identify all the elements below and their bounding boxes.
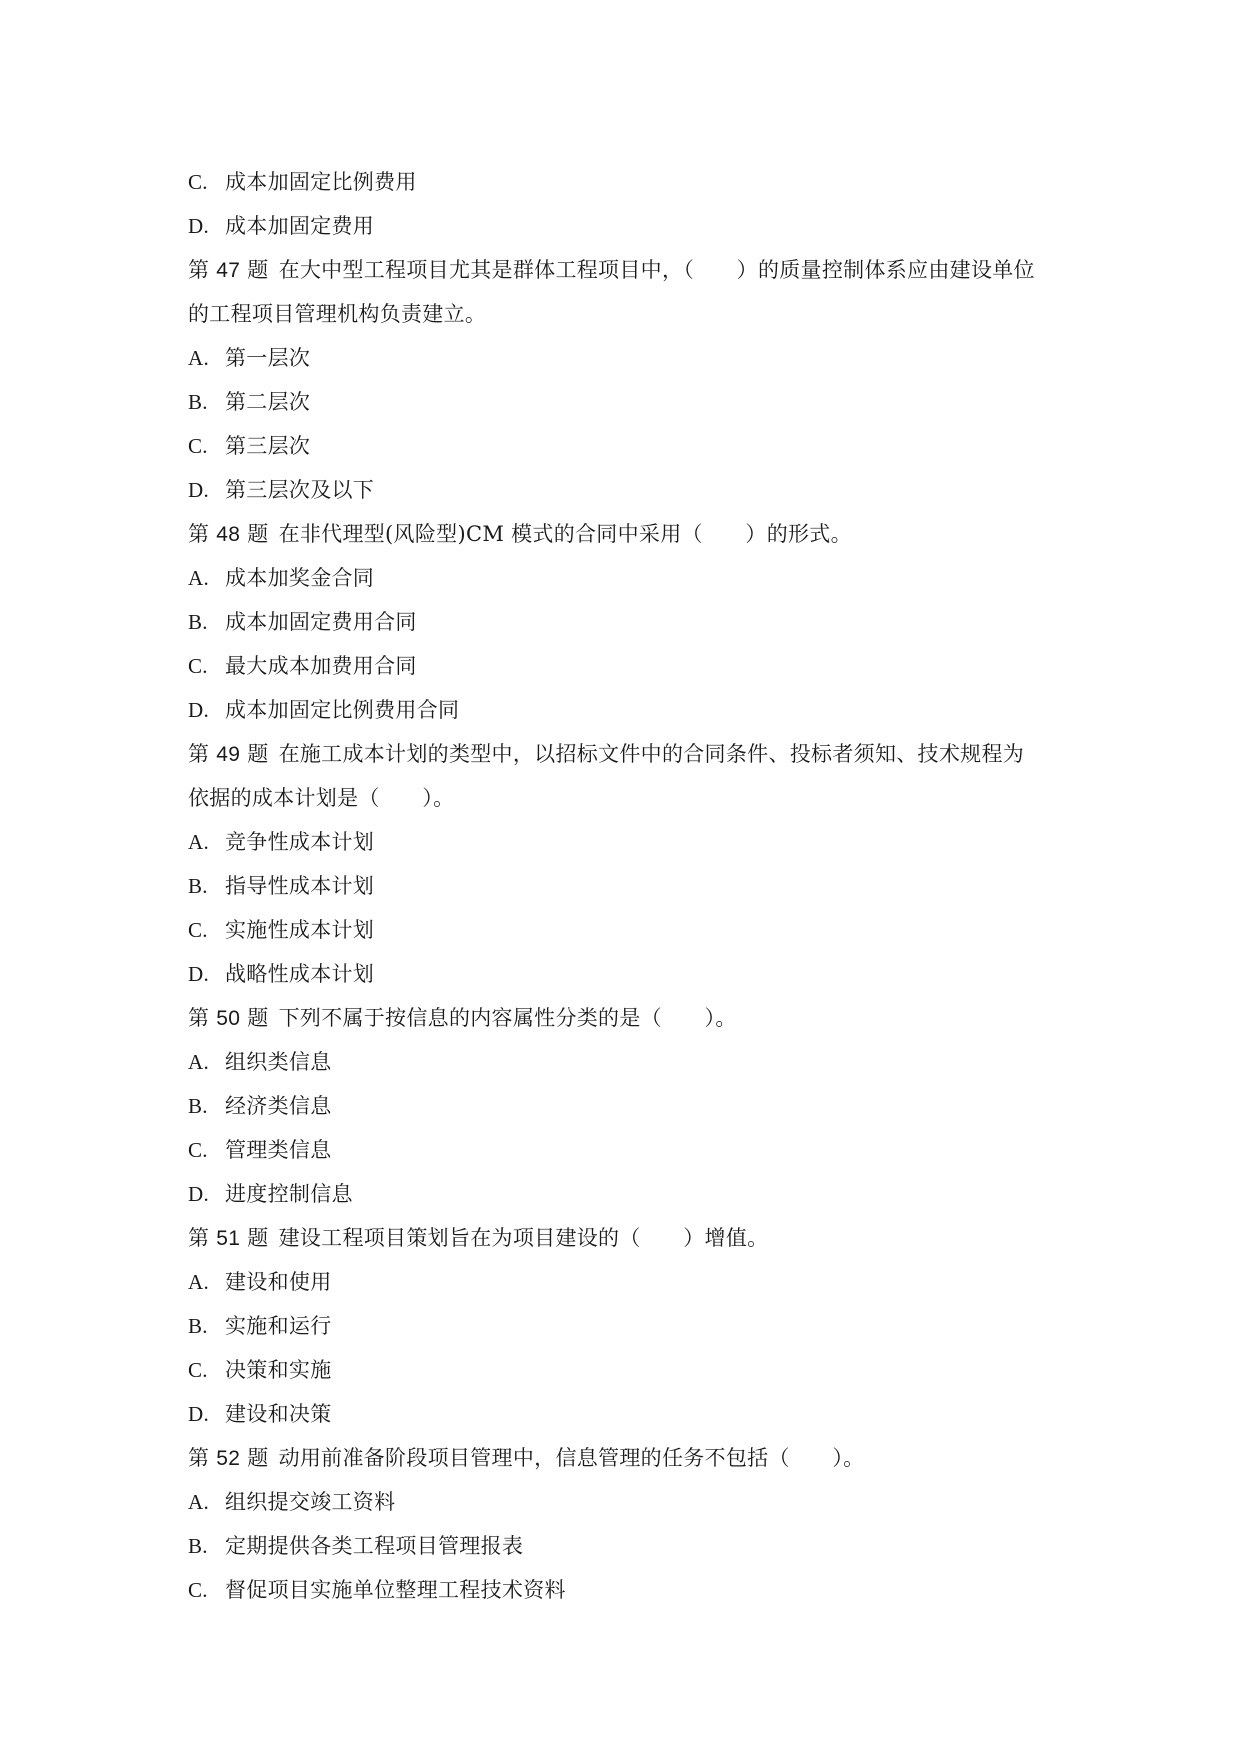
question-suffix: 题 <box>247 258 269 282</box>
option-letter: C. <box>188 918 208 942</box>
option-letter: B. <box>188 1094 208 1118</box>
question-number: 48 <box>216 523 241 546</box>
option-text: 最大成本加费用合同 <box>225 654 417 678</box>
answer-option <box>188 1084 1068 1128</box>
option-letter: B. <box>188 390 208 414</box>
question-prefix: 第 <box>188 1446 210 1470</box>
answer-option <box>188 644 1068 688</box>
question-prefix: 第 <box>188 258 210 282</box>
question-prefix: 第 <box>188 742 210 766</box>
answer-option <box>188 1260 1068 1304</box>
question-text: 在施工成本计划的类型中，以招标文件中的合同条件、投标者须知、技术规程为 <box>278 742 1025 766</box>
answer-option <box>188 468 1068 512</box>
answer-option <box>188 424 1068 468</box>
answer-option <box>188 1392 1068 1436</box>
answer-option <box>188 1348 1068 1392</box>
option-letter: D. <box>188 1182 210 1206</box>
question-suffix: 题 <box>247 1226 269 1250</box>
question-text: 在大中型工程项目尤其是群体工程项目中，（ ）的质量控制体系应由建设单位 <box>278 258 1035 282</box>
answer-option <box>188 1480 1068 1524</box>
question-stem <box>188 732 1068 776</box>
option-letter: D. <box>188 214 210 238</box>
option-text: 组织类信息 <box>225 1050 332 1074</box>
question-suffix: 题 <box>247 1006 269 1030</box>
option-text: 成本加固定比例费用 <box>225 170 417 194</box>
option-text: 定期提供各类工程项目管理报表 <box>225 1534 524 1558</box>
option-text: 第一层次 <box>225 346 311 370</box>
answer-option <box>188 1172 1068 1216</box>
answer-option <box>188 600 1068 644</box>
option-letter: A. <box>188 346 210 370</box>
question-number: 47 <box>216 259 241 282</box>
question-text: 依据的成本计划是（ ）。 <box>188 786 455 810</box>
answer-option <box>188 160 1068 204</box>
option-text: 成本加固定比例费用合同 <box>225 698 460 722</box>
option-text: 实施和运行 <box>225 1314 332 1338</box>
question-text: 动用前准备阶段项目管理中，信息管理的任务不包括（ ）。 <box>278 1446 865 1470</box>
question-text: 下列不属于按信息的内容属性分类的是（ ）。 <box>278 1006 737 1030</box>
option-text: 实施性成本计划 <box>225 918 375 942</box>
option-text: 指导性成本计划 <box>225 874 375 898</box>
question-list <box>188 160 1068 1612</box>
option-text: 进度控制信息 <box>225 1182 353 1206</box>
answer-option <box>188 1524 1068 1568</box>
answer-option <box>188 336 1068 380</box>
option-text: 成本加固定费用 <box>225 214 375 238</box>
answer-option <box>188 1040 1068 1084</box>
question-text: 的工程项目管理机构负责建立。 <box>188 302 487 326</box>
option-text: 成本加固定费用合同 <box>225 610 417 634</box>
answer-option <box>188 688 1068 732</box>
option-text: 第三层次及以下 <box>225 478 375 502</box>
question-number: 49 <box>216 743 241 766</box>
question-stem <box>188 996 1068 1040</box>
option-text: 决策和实施 <box>225 1358 332 1382</box>
question-stem <box>188 512 1068 556</box>
answer-option <box>188 556 1068 600</box>
option-text: 成本加奖金合同 <box>225 566 375 590</box>
question-text: 在非代理型(风险型)CM 模式的合同中采用（ ）的形式。 <box>278 522 852 546</box>
question-stem <box>188 1216 1068 1260</box>
option-text: 竞争性成本计划 <box>225 830 375 854</box>
option-letter: A. <box>188 1270 210 1294</box>
question-suffix: 题 <box>247 522 269 546</box>
option-text: 管理类信息 <box>225 1138 332 1162</box>
question-suffix: 题 <box>247 1446 269 1470</box>
option-letter: A. <box>188 566 210 590</box>
option-text: 组织提交竣工资料 <box>225 1490 396 1514</box>
option-letter: D. <box>188 1402 210 1426</box>
option-letter: A. <box>188 830 210 854</box>
answer-option <box>188 1128 1068 1172</box>
option-letter: B. <box>188 1534 208 1558</box>
option-text: 第二层次 <box>225 390 311 414</box>
answer-option <box>188 1304 1068 1348</box>
option-text: 第三层次 <box>225 434 311 458</box>
option-text: 督促项目实施单位整理工程技术资料 <box>225 1578 566 1602</box>
question-prefix: 第 <box>188 522 210 546</box>
option-text: 战略性成本计划 <box>225 962 375 986</box>
option-letter: C. <box>188 434 208 458</box>
answer-option <box>188 952 1068 996</box>
option-letter: C. <box>188 1578 208 1602</box>
option-text: 建设和决策 <box>225 1402 332 1426</box>
question-number: 51 <box>216 1227 241 1250</box>
option-letter: C. <box>188 170 208 194</box>
question-suffix: 题 <box>247 742 269 766</box>
answer-option <box>188 820 1068 864</box>
question-stem <box>188 1436 1068 1480</box>
option-letter: A. <box>188 1490 210 1514</box>
question-continuation <box>188 292 1068 336</box>
question-continuation <box>188 776 1068 820</box>
option-letter: A. <box>188 1050 210 1074</box>
option-letter: C. <box>188 654 208 678</box>
option-letter: D. <box>188 962 210 986</box>
option-letter: B. <box>188 610 208 634</box>
question-text: 建设工程项目策划旨在为项目建设的（ ）增值。 <box>278 1226 769 1250</box>
option-letter: D. <box>188 478 210 502</box>
question-stem <box>188 248 1068 292</box>
option-letter: C. <box>188 1358 208 1382</box>
answer-option <box>188 380 1068 424</box>
question-number: 50 <box>216 1007 241 1030</box>
option-letter: B. <box>188 1314 208 1338</box>
answer-option <box>188 204 1068 248</box>
question-number: 52 <box>216 1447 241 1470</box>
question-prefix: 第 <box>188 1226 210 1250</box>
option-letter: C. <box>188 1138 208 1162</box>
answer-option <box>188 864 1068 908</box>
option-letter: D. <box>188 698 210 722</box>
answer-option <box>188 908 1068 952</box>
option-letter: B. <box>188 874 208 898</box>
question-prefix: 第 <box>188 1006 210 1030</box>
option-text: 建设和使用 <box>225 1270 332 1294</box>
answer-option <box>188 1568 1068 1612</box>
option-text: 经济类信息 <box>225 1094 332 1118</box>
